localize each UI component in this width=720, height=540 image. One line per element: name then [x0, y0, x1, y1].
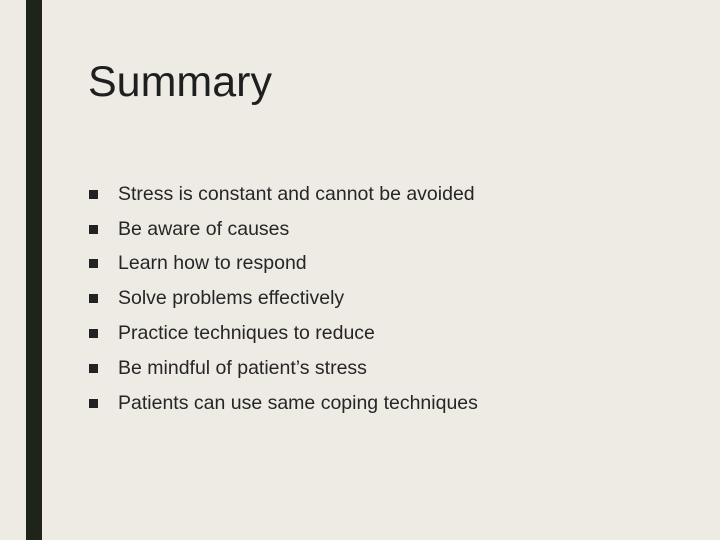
slide-left-margin: [0, 0, 26, 540]
square-bullet-icon: [89, 294, 98, 303]
bullet-text: Be mindful of patient’s stress: [118, 356, 367, 379]
square-bullet-icon: [89, 225, 98, 234]
bullet-item-aware-causes: [88, 212, 478, 247]
slide-title: Summary: [88, 58, 272, 106]
bullet-item-practice-techniques: [88, 316, 478, 351]
square-bullet-icon: [89, 399, 98, 408]
bullet-text: Learn how to respond: [118, 252, 307, 275]
square-bullet-icon: [89, 329, 98, 338]
bullet-text: Solve problems effectively: [118, 287, 345, 310]
bullet-text: Patients can use same coping techniques: [118, 391, 478, 414]
bullet-item-coping-techniques: [88, 386, 478, 421]
bullet-text: Be aware of causes: [118, 217, 290, 240]
bullet-item-stress-constant: [88, 177, 478, 212]
square-bullet-icon: [89, 259, 98, 268]
bullet-item-learn-respond: [88, 247, 478, 282]
bullet-list: [88, 177, 478, 421]
square-bullet-icon: [89, 190, 98, 199]
bullet-item-patient-stress: [88, 351, 478, 386]
bullet-text: Stress is constant and cannot be avoided: [118, 182, 475, 205]
accent-stripe: [26, 0, 42, 540]
bullet-item-solve-problems: [88, 281, 478, 316]
square-bullet-icon: [89, 364, 98, 373]
bullet-text: Practice techniques to reduce: [118, 322, 375, 345]
